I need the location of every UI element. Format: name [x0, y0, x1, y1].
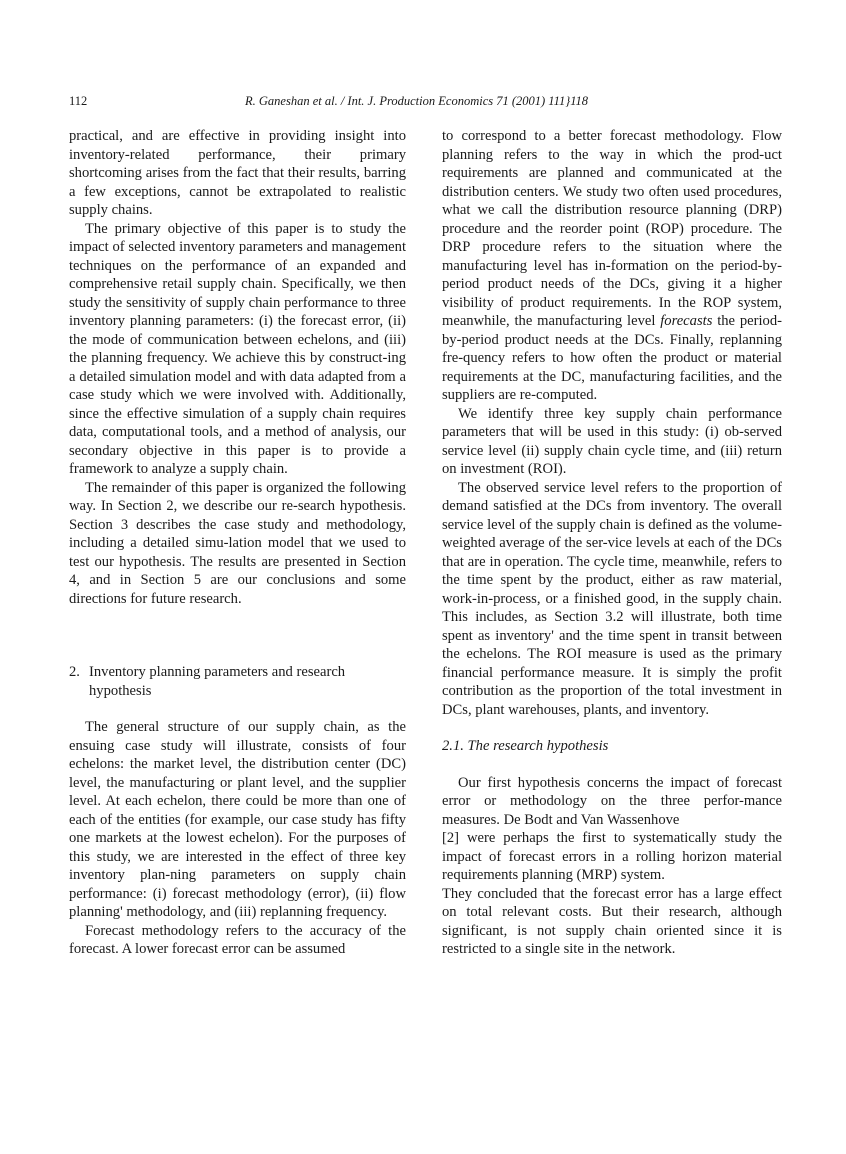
paragraph [442, 127, 782, 405]
spacer [69, 608, 406, 663]
spacer [442, 756, 782, 774]
text-span: the period-by-period product needs at the DCs. Finally, replanning fre-quency refers to how often the product or material requirements at the DC, manufacturing facilities, and the suppliers are re-computed. [442, 313, 782, 403]
paragraph: The remainder of this paper is organized the following way. In Section 2, we describe our re-search hypothesis. Section 3 describes the case study and methodology, including a detailed simu-lation model that we used to test our hypothesis. The results are presented in Section 4, and in Section 5 are our conclusions and some directions for future research. [69, 479, 406, 607]
left-column [69, 127, 406, 959]
subsection-heading: 2.1. The research hypothesis [442, 738, 609, 754]
paragraph: practical, and are effective in providing insight into inventory-related performance, their primary shortcoming arises from the fact that their results, barring a few exceptions, cannot be extrapolated to realistic supply chains. [69, 128, 406, 218]
section-number: 2. [69, 664, 80, 680]
spacer [442, 719, 782, 737]
section-title-continued: hypothesis [89, 682, 152, 699]
paragraph: [2] were perhaps the first to systematically study the impact of forecast errors in a rolling horizon material requirements planning (MRP) system. [442, 830, 782, 883]
paragraph: We identify three key supply chain performance parameters that will be used in this study: (i) ob-served service level (ii) supply chain cycle time, and (iii) return on investment (ROI). [442, 405, 782, 477]
paragraph: The observed service level refers to the proportion of demand satisfied at the DCs from inventory. The overall service level of the supply chain is defined as the volume-weighted average of the ser-vice levels at each of the DCs that are in operation. The cycle time, meanwhile, refers to the time spent by the product, either as raw material, work-in-process, or a finished good, in the supply chain. This includes, as Section 3.2 will illustrate, both time spent as inventory' and the time spent in transit between the echelons. The ROI measure is used as the primary financial performance measure. It is simply the profit contribution as the proportion of the total investment in DCs, plant warehouses, plants, and inventory. [442, 479, 782, 718]
section-heading [69, 663, 406, 700]
page-header [69, 94, 809, 110]
emphasis: forecasts [660, 313, 713, 329]
section-title: Inventory planning parameters and research [89, 664, 346, 680]
paragraph: Forecast methodology refers to the accuracy of the forecast. A lower forecast error can be assumed [69, 922, 406, 957]
paragraph: They concluded that the forecast error has a large effect on total relevant costs. But their research, although significant, is not supply chain oriented since it is restricted to a single site in the network. [442, 885, 782, 957]
paragraph: The primary objective of this paper is to study the impact of selected inventory parameters and management techniques on the performance of an expanded and comprehensive retail supply chain. Specifically, we then study the sensitivity of supply chain performance to three inventory planning parameters: (i) the forecast error, (ii) the mode of communication between echelons, and (iii) the planning frequency. We achieve this by construct-ing a detailed simulation model and with data adapted from a case study which we were involved with. Additionally, since the effective simulation of a supply chain requires data, computational tools, and a method of analysis, our secondary objective in this paper is to provide a framework to analyze a supply chain. [69, 220, 406, 477]
page-number: 112 [69, 94, 88, 108]
running-head: R. Ganeshan et al. / Int. J. Production Economics 71 (2001) 111}118 [245, 94, 589, 108]
spacer [69, 700, 406, 718]
text-span: to correspond to a better forecast methodology. Flow planning refers to the way in which the prod-uct requirements are planned and communicated at the distribution centers. We study two often used procedures, what we call the distribution resource planning (DRP) procedure and the reorder point (ROP) procedure. The DRP procedure refers to the situation where the manufacturing level has in-formation on the period-by-period product needs of the DCs, giving it a higher visibility of product requirements. In the ROP system, meanwhile, the manufacturing level [442, 128, 782, 329]
paragraph: The general structure of our supply chain, as the ensuing case study will illustrate, consists of four echelons: the market level, the distribution center (DC) level, the manufacturing or plant level, and the supplier level. At each echelon, there could be more than one of each of the entities (for example, our case study has fifty one markets at the lowest echelon). For the purposes of this study, we are interested in the effect of three key inventory plan-ning parameters on supply chain performance: (i) forecast methodology (error), (ii) flow planning' methodology, and (iii) replanning frequency. [69, 719, 406, 920]
paragraph: Our first hypothesis concerns the impact of forecast error or methodology on the three perfor-mance measures. De Bodt and Van Wassenhove [442, 774, 782, 828]
right-column [442, 127, 782, 959]
